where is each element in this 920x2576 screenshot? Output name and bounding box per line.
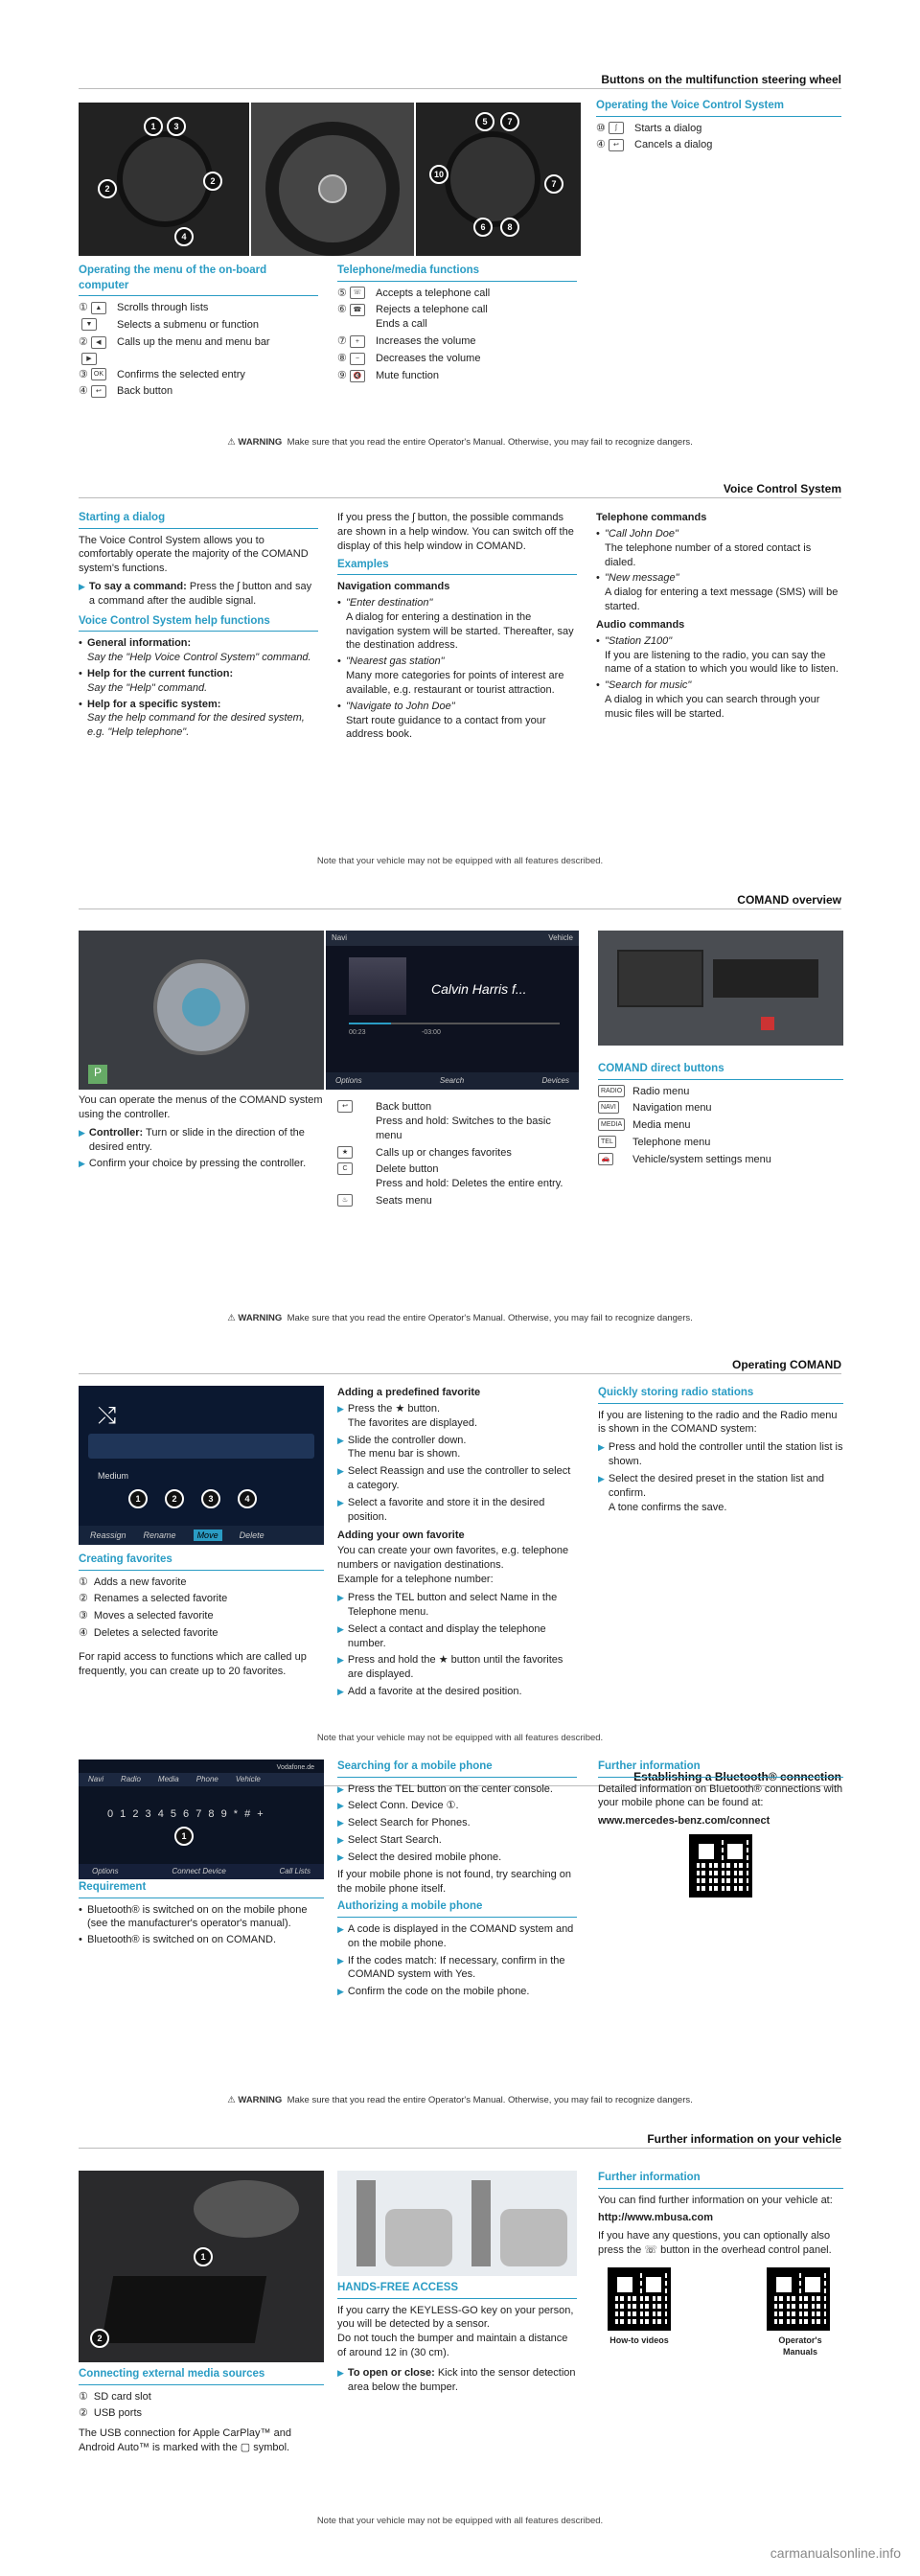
favorites-screen-image: ⤭ Medium 1 2 3 4 Reassign Rename Move Delete [79, 1386, 324, 1545]
instruction-step: ▶ Press the ★ button. The favorites are displayed. [337, 1402, 478, 1429]
list-item: ★ Calls up or changes favorites [337, 1146, 577, 1161]
list-item: • Help for the current function: Say the "Help" command. [79, 667, 318, 696]
paragraph: You can find further information on your vehicle at: [598, 2194, 833, 2206]
section-title: Voice Control System [723, 482, 841, 495]
instruction-step: ▶ A code is displayed in the COMAND system and on the mobile phone. [337, 1922, 574, 1949]
list-item: • General information: Say the "Help Voice Control System" command. [79, 636, 318, 665]
url-link[interactable]: http://www.mbusa.com [598, 2212, 713, 2224]
instruction-step: ▶ Add a favorite at the desired position. [337, 1686, 522, 1698]
heading: Examples [337, 558, 577, 576]
list-item: • "Nearest gas station" Many more categories for points of interest are available, e.g. restaurant or tourist attraction. [337, 655, 577, 698]
paragraph: If you have any questions, you can optionally also press the ☏ button in the overhead control panel. [598, 2230, 832, 2257]
subheading: Navigation commands [337, 581, 450, 593]
section-title: Operating COMAND [732, 1358, 841, 1371]
footnote: Note that your vehicle may not be equipped with all features described. [316, 856, 604, 866]
instruction-step: ▶ Select the desired mobile phone. [337, 1851, 502, 1863]
adding-favorites [337, 1386, 577, 1702]
examples-column [337, 511, 577, 744]
list-item: • "Search for music" A dialog in which you can search through your music files will be started. [596, 678, 841, 722]
delete-icon: C [337, 1162, 353, 1175]
left-arrow-icon: ◀ [91, 336, 106, 349]
instruction-step: ▶ Select a favorite and store it in the desired position. [337, 1496, 545, 1523]
searching-phone [337, 1760, 577, 2002]
list-item: ② ◀ Calls up the menu and menu bar [79, 335, 270, 348]
paragraph: The Voice Control System allows you to comfortably operate the majority of the COMAND system's functions. [79, 534, 309, 575]
list-item: ♨ Seats menu [337, 1194, 577, 1208]
hands-free-access [337, 2281, 577, 2398]
instruction-step: ▶ Press the TEL button and select Name in the Telephone menu. [337, 1591, 558, 1618]
paragraph: If your mobile phone is not found, try searching on the mobile phone itself. [337, 1868, 571, 1895]
bluetooth-screen-image: Vodafone.de Navi Radio Media Phone Vehicle 0 1 2 3 4 5 6 7 8 9 * # + 1 Options Connect Device Call Lists [79, 1760, 324, 1879]
back-icon: ↩ [91, 385, 106, 398]
list-item: • "Station Z100" If you are listening to the radio, you can say the name of a station to which you would like to listen. [596, 634, 841, 678]
right-arrow-icon: ▶ [81, 353, 97, 365]
instruction-step: ▶ To say a command: Press the ʃ button and say a command after the audible signal. [79, 581, 312, 607]
comand-buttons-list [337, 1100, 577, 1211]
seat-icon: ♨ [337, 1194, 353, 1207]
instruction-step: ▶ Slide the controller down. The menu bar is shown. [337, 1434, 467, 1460]
warning-line: ⚠ WARNING Make sure that you read the entire Operator's Manual. Otherwise, you may fail to recognize dangers. [227, 1313, 693, 1323]
instruction-step: ▶ Confirm the code on the mobile phone. [337, 1986, 530, 1998]
tel-icon: TEL [598, 1136, 616, 1148]
qr-code [767, 2267, 830, 2331]
list-item: MEDIA Media menu [598, 1118, 843, 1133]
paragraph: For rapid access to functions which are called up frequently, you can create up to 20 favorites. [79, 1650, 307, 1677]
list-item: ④ Deletes a selected favorite [79, 1627, 218, 1640]
down-arrow-icon: ▼ [81, 318, 97, 331]
media-icon: MEDIA [598, 1118, 625, 1131]
heading: Voice Control System help functions [79, 614, 318, 632]
ok-icon: OK [91, 368, 106, 380]
list-item: • Bluetooth® is switched on on the mobile phone (see the manufacturer's operator's manual). [79, 1903, 324, 1932]
heading: Further information [598, 1760, 843, 1778]
paragraph: You can operate the menus of the COMAND system using the controller. [79, 1094, 323, 1120]
list-item: ⑦ + Increases the volume [337, 335, 476, 348]
section-divider [79, 2148, 841, 2149]
warning-line: ⚠ WARNING Make sure that you read the entire Operator's Manual. Otherwise, you may fail to recognize dangers. [227, 2095, 693, 2105]
hands-free-image [337, 2171, 577, 2276]
instruction-step: ▶ Select the desired preset in the station list and confirm. A tone confirms the save. [598, 1472, 824, 1513]
instruction-step: ▶ Select Conn. Device ①. [337, 1800, 459, 1812]
warning-icon: ⚠ [227, 1313, 236, 1323]
list-item: ⑥ ☎ Rejects a telephone call Ends a call [337, 304, 488, 331]
heading: Quickly storing radio stations [598, 1386, 843, 1404]
paragraph: You can create your own favorites, e.g. telephone numbers or navigation destinations. Example for a telephone number: [337, 1545, 569, 1586]
steering-wheel-right-image: 5 7 10 7 6 8 [416, 103, 581, 256]
controller-text [79, 1093, 324, 1174]
list-item: • Help for a specific system: Say the help command for the desired system, e.g. "Help telephone". [79, 698, 318, 741]
list-item: ⑧ − Decreases the volume [337, 352, 481, 364]
star-icon: ★ [337, 1146, 353, 1159]
paragraph: If you carry the KEYLESS-GO key on your person, you will be detected by a sensor. Do not touch the bumper and maintain a distance of around 12 in (30 cm). [337, 2304, 574, 2359]
media-ports-image: 1 2 [79, 2171, 324, 2362]
url-link[interactable]: www.mercedes-benz.com/connect [598, 1815, 770, 1828]
section-divider [79, 1373, 841, 1374]
section-title: Buttons on the multifunction steering wheel [601, 73, 841, 86]
list-item: ⑨ 🔇 Mute function [337, 369, 440, 381]
bluetooth-further-info [598, 1760, 843, 1898]
minus-icon: − [350, 353, 365, 365]
instruction-step: ▶ Press and hold the controller until the station list is shown. [598, 1441, 843, 1468]
instruction-step: ▶ Controller: Turn or slide in the direction of the desired entry. [79, 1126, 305, 1153]
instruction-step: ▶ Press the TEL button on the center console. [337, 1782, 553, 1795]
list-item: ④ ↩ Back button [79, 385, 173, 398]
list-item: ⑩ ʃ Starts a dialog [596, 122, 702, 134]
plus-icon: + [350, 335, 365, 348]
list-item: TEL Telephone menu [598, 1136, 843, 1150]
instruction-step: ▶ Select Search for Phones. [337, 1817, 471, 1829]
instruction-step: ▶ Select Start Search. [337, 1834, 442, 1847]
list-item: NAVI Navigation menu [598, 1101, 843, 1116]
instruction-step: ▶ Press and hold the ★ button until the favorites are displayed. [337, 1654, 564, 1681]
footnote: Note that your vehicle may not be equipped with all features described. [316, 2516, 604, 2526]
list-item: ⑤ ☏ Accepts a telephone call [337, 287, 491, 299]
list-item: ② USB ports [79, 2407, 143, 2420]
heading: Searching for a mobile phone [337, 1760, 577, 1778]
voice-control-operating-panel [596, 99, 841, 155]
heading: Operating the Voice Control System [596, 99, 841, 117]
heading: Operating the menu of the on-board computer [79, 264, 318, 296]
back-icon: ↩ [337, 1100, 353, 1113]
instruction-step: ▶ Select Reassign and use the controller to select a category. [337, 1465, 571, 1492]
qr-block: How-to videos [608, 2267, 671, 2358]
heading: HANDS-FREE ACCESS [337, 2281, 577, 2299]
qr-code [689, 1834, 752, 1898]
list-item: ④ ↩ Cancels a dialog [596, 139, 713, 151]
phone-accept-icon: ☏ [350, 287, 365, 299]
vehicle-further-info [598, 2171, 843, 2358]
list-item: ① SD card slot [79, 2390, 151, 2403]
list-item: ① ▲ Scrolls through lists [79, 302, 209, 314]
commands-column [596, 511, 841, 724]
paragraph: If you are listening to the radio and the Radio menu is shown in the COMAND system: [598, 1409, 838, 1436]
heading: Connecting external media sources [79, 2367, 324, 2385]
instruction-step: ▶ If the codes match: If necessary, confirm in the COMAND system with Yes. [337, 1954, 565, 1981]
comand-display-image: Navi Vehicle Calvin Harris f... 00:23 -03:00 Options Search Devices [326, 931, 579, 1090]
heading: Authorizing a mobile phone [337, 1899, 577, 1918]
list-item: ↩ Back button Press and hold: Switches to the basic menu [337, 1100, 577, 1143]
paragraph: The USB connection for Apple CarPlay™ and Android Auto™ is marked with the ▢ symbol. [79, 2427, 291, 2454]
steering-wheel-left-image: 1 3 2 2 4 [79, 103, 249, 256]
direct-buttons-image [598, 931, 843, 1046]
external-media [79, 2367, 324, 2459]
paragraph: Detailed information on Bluetooth® connections with your mobile phone can be found at: [598, 1782, 843, 1809]
mute-icon: 🔇 [350, 370, 365, 382]
qr-block: Operator's Manuals [767, 2267, 834, 2358]
voice-icon: ʃ [609, 122, 624, 134]
paragraph: If you press the ʃ button, the possible commands are shown in a help window. You can switch off the display of this help window in COMAND. [337, 512, 574, 552]
radio-stations [598, 1386, 843, 1517]
heading: Starting a dialog [79, 511, 318, 529]
list-item: • "New message" A dialog for entering a text message (SMS) will be started. [596, 571, 841, 614]
subheading: Telephone commands [596, 512, 707, 523]
section-title: Further information on your vehicle [647, 2132, 841, 2146]
direct-buttons-panel [598, 1062, 843, 1170]
subheading: Adding your own favorite [337, 1529, 465, 1541]
instruction-step: ▶ To open or close: Kick into the sensor detection area below the bumper. [337, 2366, 576, 2393]
heading: Creating favorites [79, 1552, 324, 1571]
list-item: ③ OK Confirms the selected entry [79, 368, 245, 380]
watermark: carmanualsonline.info [770, 2545, 901, 2561]
warning-line: ⚠ WARNING Make sure that you read the entire Operator's Manual. Otherwise, you may fail to recognize dangers. [227, 437, 693, 448]
telephone-media-panel [337, 264, 577, 386]
list-item: ② Renames a selected favorite [79, 1593, 228, 1605]
list-item: C Delete button Press and hold: Deletes the entire entry. [337, 1162, 577, 1191]
list-item: RADIO Radio menu [598, 1085, 843, 1099]
controller-image: P [79, 931, 324, 1090]
list-item: • "Enter destination" A dialog for entering a destination in the navigation system will be started. Thereafter, say the destination address. [337, 596, 577, 653]
heading: Requirement [79, 1880, 324, 1898]
radio-icon: RADIO [598, 1085, 625, 1097]
qr-code [608, 2267, 671, 2331]
list-item: • "Call John Doe" The telephone number of a stored contact is dialed. [596, 527, 841, 570]
section-title: Establishing a Bluetooth® connection [633, 1770, 841, 1783]
list-item: ③ Moves a selected favorite [79, 1610, 214, 1622]
navi-icon: NAVI [598, 1101, 619, 1114]
subheading: Adding a predefined favorite [337, 1387, 481, 1398]
section-divider [79, 497, 841, 498]
footnote: Note that your vehicle may not be equipped with all features described. [316, 1733, 604, 1743]
up-arrow-icon: ▲ [91, 302, 106, 314]
list-item: ① Adds a new favorite [79, 1576, 187, 1588]
back-icon: ↩ [609, 139, 624, 151]
starting-dialog-column [79, 511, 318, 742]
heading: Telephone/media functions [337, 264, 577, 282]
menu-operating-panel [79, 264, 318, 402]
warning-icon: ⚠ [227, 437, 236, 448]
phone-reject-icon: ☎ [350, 304, 365, 316]
warning-icon: ⚠ [227, 2095, 236, 2105]
section-divider [79, 908, 841, 909]
list-item: • Bluetooth® is switched on on COMAND. [79, 1933, 324, 1947]
creating-favorites [79, 1552, 324, 1683]
section-title: COMAND overview [737, 893, 841, 907]
steering-wheel-center-image [251, 103, 414, 256]
car-settings-icon: 🚗 [598, 1153, 613, 1165]
instruction-step: ▶ Confirm your choice by pressing the controller. [79, 1158, 307, 1170]
heading: COMAND direct buttons [598, 1062, 843, 1080]
list-item [79, 353, 318, 365]
list-item: 🚗 Vehicle/system settings menu [598, 1153, 843, 1167]
list-item: • "Navigate to John Doe" Start route guidance to a contact from your address book. [337, 700, 577, 743]
section-divider [79, 88, 841, 89]
subheading: Audio commands [596, 618, 685, 631]
requirement [79, 1880, 324, 1949]
instruction-step: ▶ Select a contact and display the telephone number. [337, 1622, 546, 1649]
heading: Further information [598, 2171, 843, 2189]
list-item: ▼ Selects a submenu or function [79, 318, 318, 333]
